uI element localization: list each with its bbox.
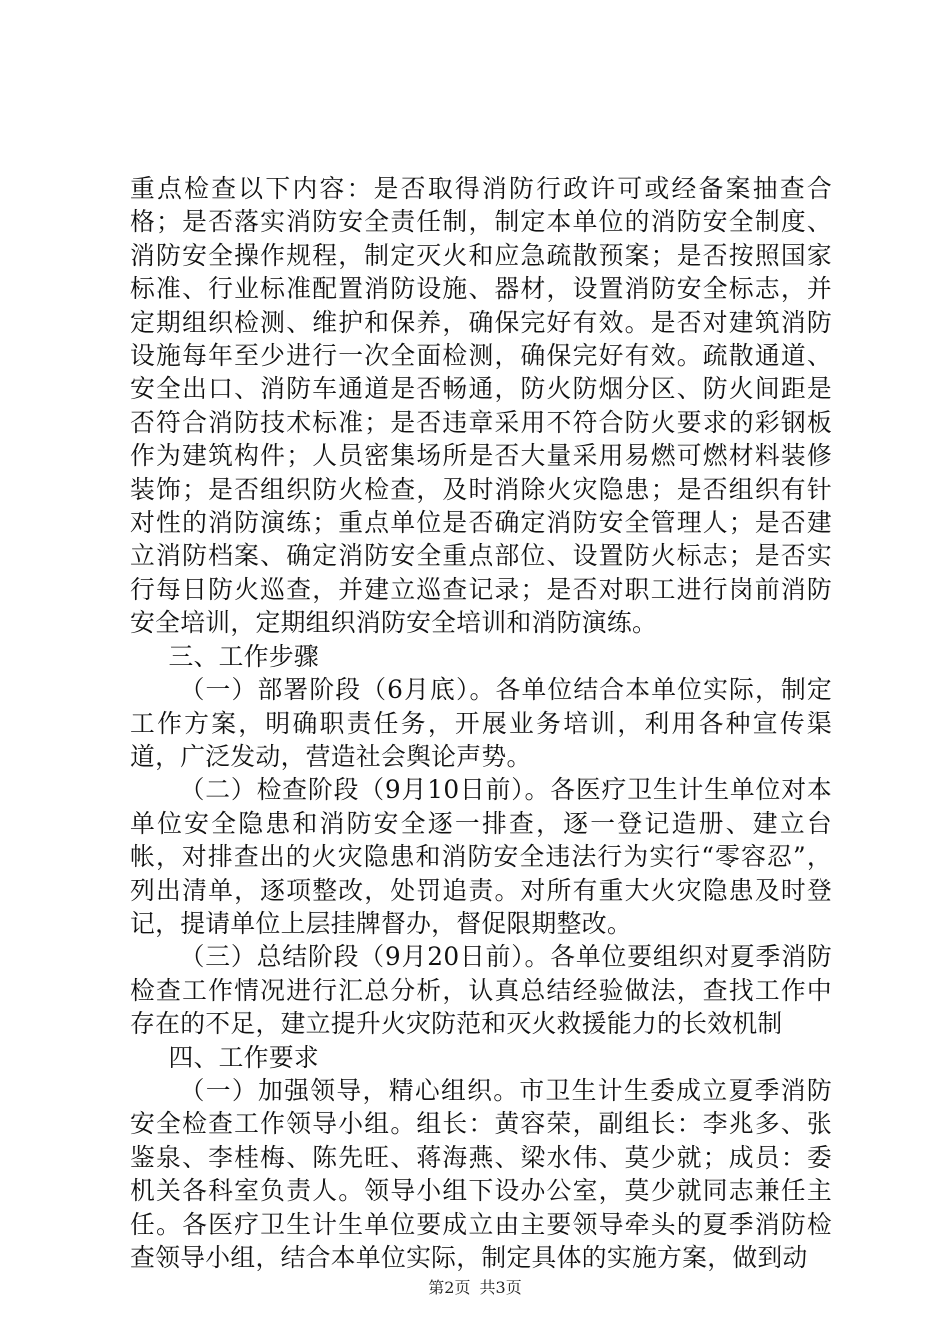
paragraph-leadership: （一）加强领导，精心组织。市卫生计生委成立夏季消防安全检查工作领导小组。组长：黄容荣，副组长：李兆多、张鉴泉、李桂梅、陈先旺、蒋海燕、梁水伟、莫少就；成员：委机关各科室负责人。领导小组下设办公室，莫少就同志兼任主任。各医疗卫生计生单位要成立由主要领导牵头的夏季消防检查领导小组，结合本单位实际，制定具体的实施方案，做到动 xyxy=(130,1075,832,1272)
paragraph-inspection-content: 重点检查以下内容：是否取得消防行政许可或经备案抽查合格；是否落实消防安全责任制，制定本单位的消防安全制度、消防安全操作规程，制定灭火和应急疏散预案；是否按照国家标准、行业标准配置消防设施、器材，设置消防安全标志，并定期组织检测、维护和保养，确保完好有效。是否对建筑消防设施每年至少进行一次全面检测，确保完好有效。疏散通道、安全出口、消防车通道是否畅通，防火防烟分区、防火间距是否符合消防技术标准；是否违章采用不符合防火要求的彩钢板作为建筑构件；人员密集场所是否大量采用易燃可燃材料装修装饰；是否组织防火检查，及时消除火灾隐患；是否组织有针对性的消防演练；重点单位是否确定消防安全管理人；是否建立消防档案、确定消防安全重点部位、设置防火标志；是否实行每日防火巡查，并建立巡查记录；是否对职工进行岗前消防安全培训，定期组织消防安全培训和消防演练。 xyxy=(130,174,832,638)
paragraph-deployment-stage: （一）部署阶段（6月底）。各单位结合本单位实际，制定工作方案，明确职责任务，开展业务培训，利用各种宣传渠道，广泛发动，营造社会舆论声势。 xyxy=(130,675,832,771)
page-number: 第2页 xyxy=(428,1278,471,1297)
heading-work-steps: 三、工作步骤 xyxy=(168,641,320,671)
paragraph-inspection-stage: （二）检查阶段（9月10日前）。各医疗卫生计生单位对本单位安全隐患和消防安全逐一排查，逐一登记造册、建立台帐，对排查出的火灾隐患和消防安全违法行为实行“零容忍”，列出清单，逐项整改，处罚追责。对所有重大火灾隐患及时登记，提请单位上层挂牌督办，督促限期整改。 xyxy=(130,775,832,938)
heading-work-requirements: 四、工作要求 xyxy=(168,1042,320,1072)
page-footer xyxy=(0,1278,950,1298)
document-body xyxy=(130,172,832,1274)
paragraph-summary-stage: （三）总结阶段（9月20日前）。各单位要组织对夏季消防检查工作情况进行汇总分析，认真总结经验做法，查找工作中存在的不足，建立提升火灾防范和灭火救援能力的长效机制 xyxy=(130,942,832,1039)
page-total: 共3页 xyxy=(479,1278,522,1297)
